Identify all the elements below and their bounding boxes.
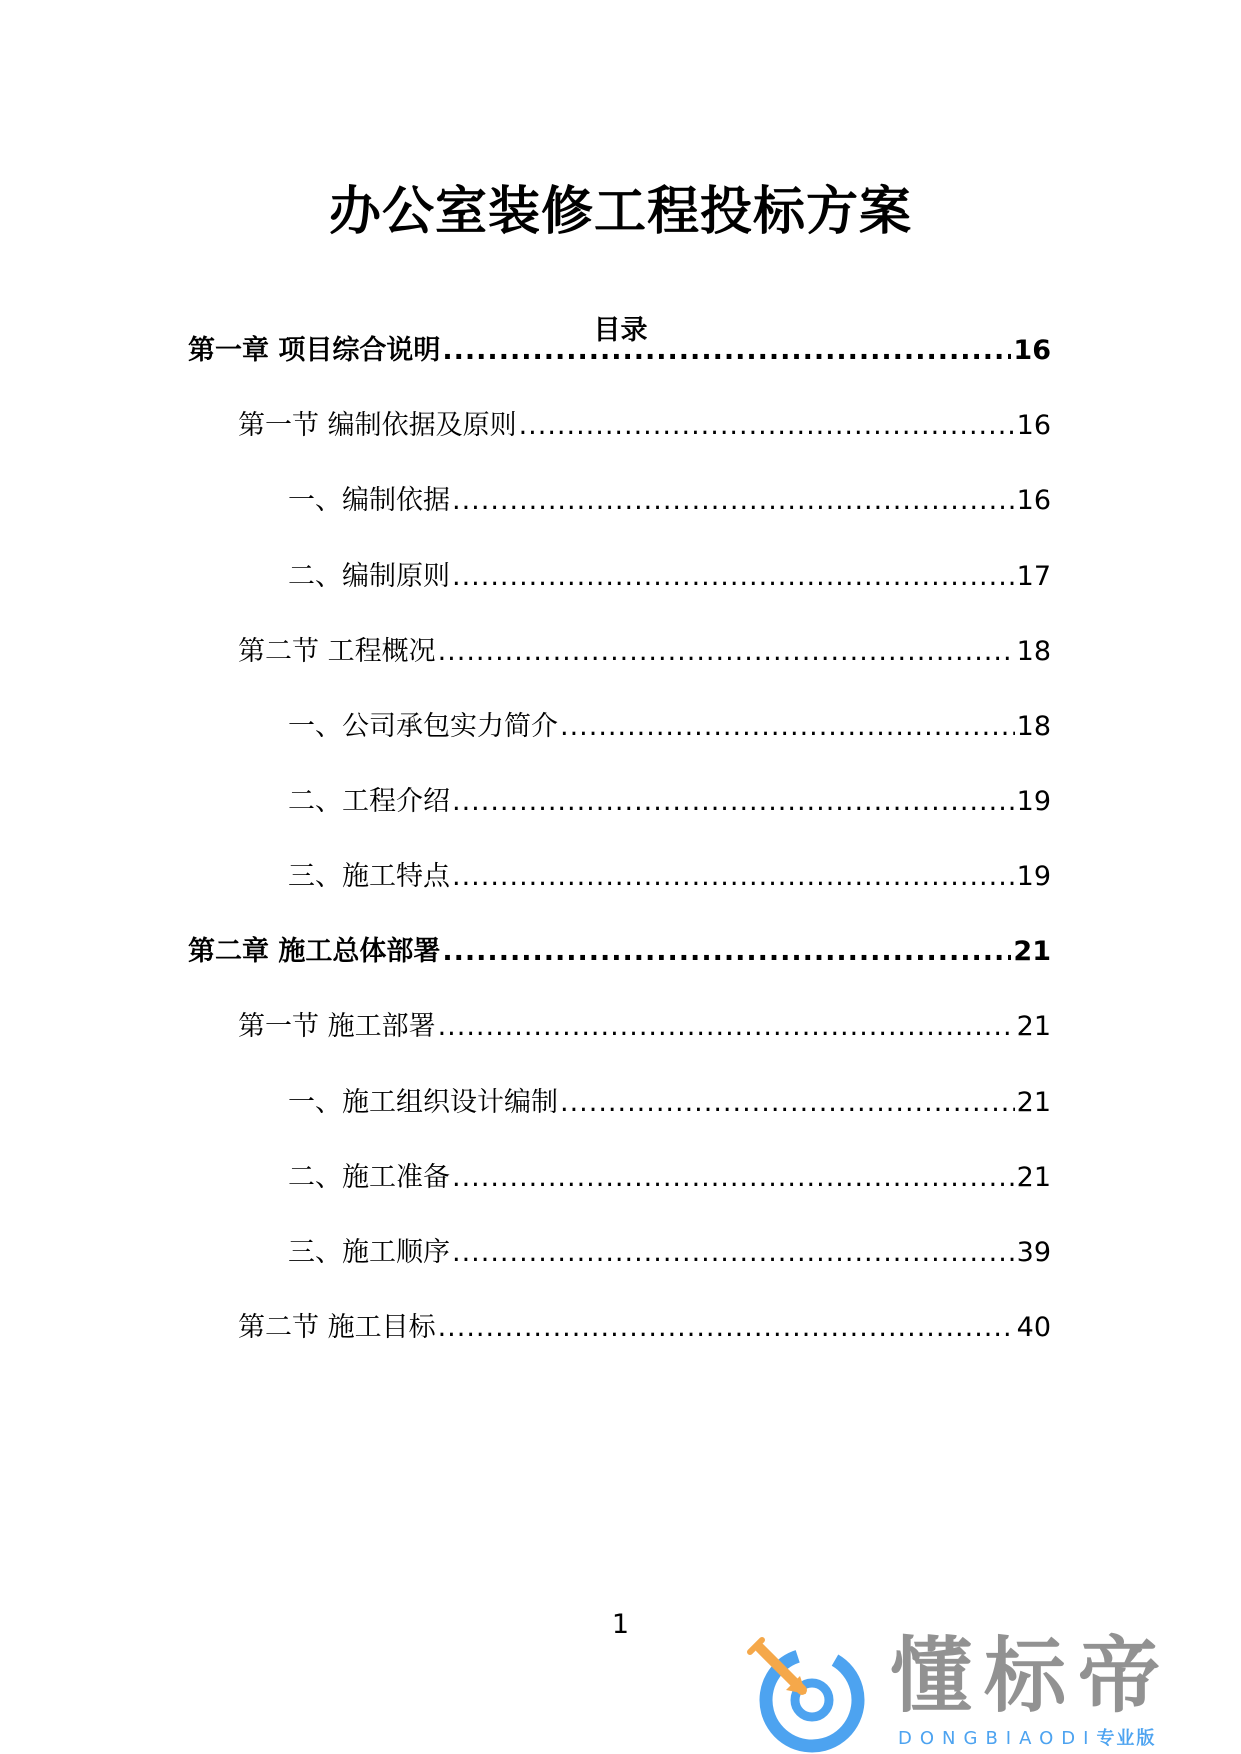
toc-entry[interactable] — [238, 1007, 1051, 1047]
toc-entry[interactable] — [288, 707, 1051, 747]
toc-entry[interactable] — [238, 632, 1051, 672]
toc-entry[interactable] — [288, 857, 1051, 897]
toc-entry-page: 21 — [1016, 1087, 1051, 1118]
toc-dot-leader — [442, 932, 1011, 972]
watermark-brand-name: 懂标帝 — [890, 1629, 1173, 1724]
toc-heading: 目录 — [593, 315, 648, 346]
toc-dot-leader — [452, 557, 1015, 597]
toc-entry[interactable] — [288, 1083, 1051, 1123]
toc-entry-title: 第一章 项目综合说明 — [188, 335, 441, 366]
toc-entry-title: 二、工程介绍 — [288, 786, 450, 817]
toc-entry-page: 16 — [1016, 410, 1051, 441]
toc-entry-title: 一、施工组织设计编制 — [288, 1087, 558, 1118]
toc-dot-leader — [452, 857, 1015, 897]
toc-dot-leader — [560, 1083, 1015, 1123]
toc-dot-leader — [452, 1233, 1015, 1273]
toc-entry[interactable] — [288, 782, 1051, 822]
toc-entry-page: 16 — [1016, 485, 1051, 516]
toc-entry-title: 第二节 工程概况 — [238, 636, 436, 667]
toc-entry-page: 40 — [1016, 1312, 1051, 1343]
watermark-subtitle — [898, 1728, 1156, 1750]
toc-entry-title: 三、施工顺序 — [288, 1237, 450, 1268]
toc-dot-leader — [442, 331, 1011, 371]
watermark-latin: DONGBIAODI — [898, 1728, 1097, 1749]
toc-dot-leader — [519, 406, 1015, 446]
toc-entry-title: 一、公司承包实力简介 — [288, 711, 558, 742]
toc-entry-page: 21 — [1016, 1011, 1051, 1042]
target-arrow-icon — [740, 1630, 880, 1754]
toc-entry-page: 19 — [1016, 786, 1051, 817]
toc-entry[interactable] — [238, 1308, 1051, 1348]
page-number: 1 — [611, 1609, 630, 1640]
toc-entry-title: 第二节 施工目标 — [238, 1312, 436, 1343]
toc-entry-page: 39 — [1016, 1237, 1051, 1268]
toc-entry-page: 18 — [1016, 636, 1051, 667]
toc-dot-leader — [452, 481, 1015, 521]
toc-entry[interactable] — [188, 331, 1051, 371]
toc-dot-leader — [438, 1007, 1015, 1047]
document-title: 办公室装修工程投标方案 — [328, 182, 912, 242]
toc-entry[interactable] — [288, 557, 1051, 597]
toc-entry-page: 18 — [1016, 711, 1051, 742]
toc-entry-page: 21 — [1016, 1162, 1051, 1193]
toc-dot-leader — [452, 782, 1015, 822]
toc-entry[interactable] — [188, 932, 1051, 972]
toc-dot-leader — [438, 632, 1015, 672]
toc-entry[interactable] — [238, 406, 1051, 446]
toc-entry-page: 16 — [1013, 335, 1051, 366]
toc-entry-page: 17 — [1016, 561, 1051, 592]
toc-entry-title: 二、施工准备 — [288, 1162, 450, 1193]
toc-entry-title: 二、编制原则 — [288, 561, 450, 592]
toc-entry-title: 第一节 施工部署 — [238, 1011, 436, 1042]
toc-entry-page: 21 — [1013, 936, 1051, 967]
toc-entry-title: 一、编制依据 — [288, 485, 450, 516]
toc-entry[interactable] — [288, 1233, 1051, 1273]
toc-entry-title: 第一节 编制依据及原则 — [238, 410, 517, 441]
toc-dot-leader — [560, 707, 1015, 747]
toc-entry[interactable] — [288, 481, 1051, 521]
toc-entry-page: 19 — [1016, 861, 1051, 892]
toc-dot-leader — [438, 1308, 1015, 1348]
watermark-tag: 专业版 — [1096, 1728, 1157, 1749]
toc-dot-leader — [452, 1158, 1015, 1198]
toc-entry[interactable] — [288, 1158, 1051, 1198]
toc-entry-title: 第二章 施工总体部署 — [188, 936, 441, 967]
toc-entry-title: 三、施工特点 — [288, 861, 450, 892]
watermark — [740, 1630, 1241, 1754]
